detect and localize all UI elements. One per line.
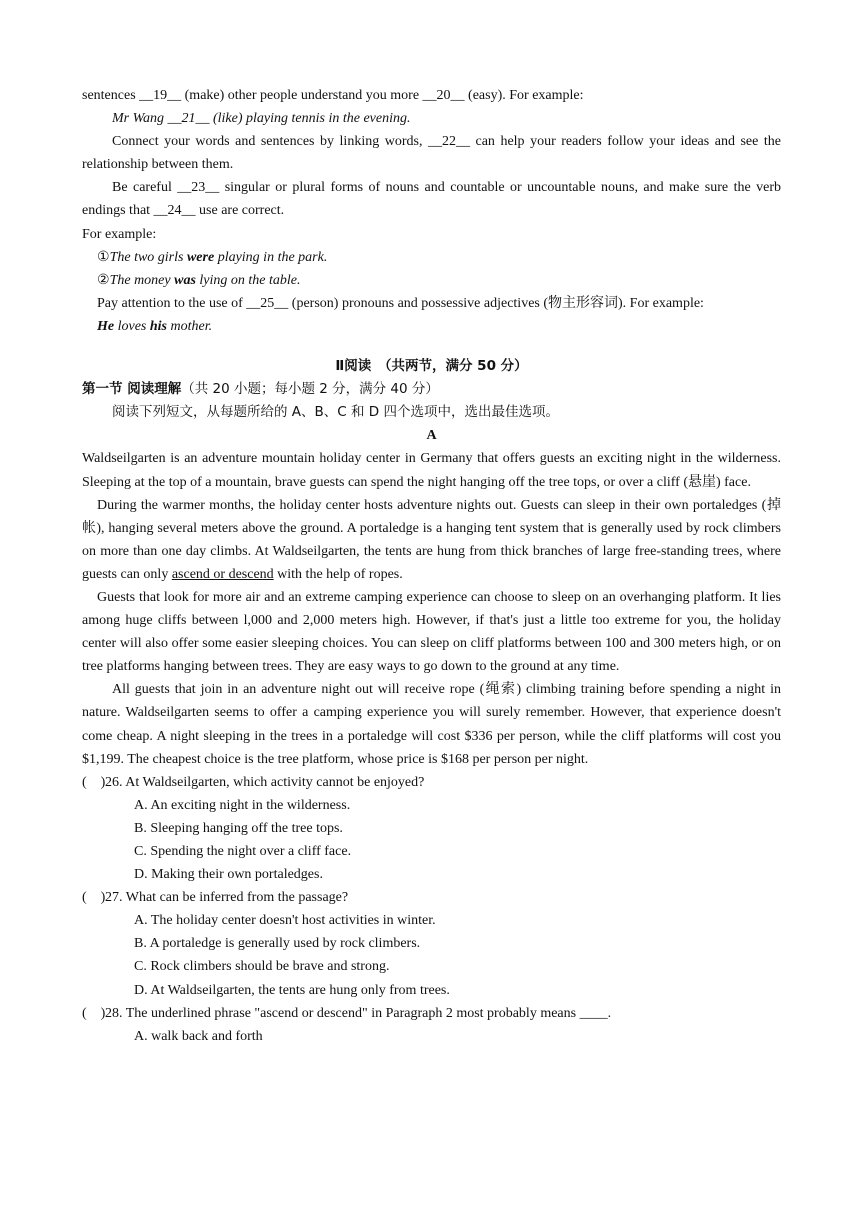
example-sentence-was — [82, 269, 781, 292]
part-label: 第一节 阅读理解 — [82, 381, 182, 398]
example-bold-word: was — [174, 272, 196, 288]
paragraph-text: with the help of ropes. — [273, 566, 403, 582]
answer-blank: ( ) — [82, 1005, 106, 1021]
example-sentence-21: Mr Wang __21__ (like) playing tennis in the evening. — [112, 111, 411, 127]
underlined-phrase: ascend or descend — [171, 566, 274, 582]
question-option: A. The holiday center doesn't host activities in winter. — [134, 913, 436, 929]
example-bold-word: his — [149, 318, 167, 334]
question-option: B. A portaledge is generally used by rock climbers. — [134, 936, 421, 952]
question-option: D. Making their own portaledges. — [134, 867, 323, 883]
answer-blank: ( ) — [82, 890, 106, 906]
part-info: （共 20 小题；每小题 2 分，满分 40 分） — [181, 381, 439, 398]
question-option: A. An exciting night in the wilderness. — [134, 797, 351, 813]
example-bold-word: were — [186, 249, 215, 265]
paragraph-pronouns: Pay attention to the use of __25__ (person) pronouns and possessive adjectives (物主形容词). For example: — [97, 295, 704, 311]
passage-paragraph-4: All guests that join in an adventure night out will receive rope (绳索) climbing training before spending a night in nature. Waldseilgarten seems to offer a camping experience you will surely remember. However, that experience doesn't come cheap. A night sleeping in the trees in a portaledge will cost $336 per person, while the cliff platforms will cost you $1,199. The cheapest choice is the tree platform, whose price is $168 per person per night. — [82, 682, 781, 767]
paragraph-be-careful: Be careful __23__ singular or plural forms of nouns and countable or uncountable nouns, and make sure the verb endings that __24__ use are correct. — [82, 180, 781, 219]
question-option: C. Spending the night over a cliff face. — [134, 844, 352, 859]
question-option: C. Rock climbers should be brave and strong. — [134, 959, 390, 975]
question-stem — [82, 1002, 781, 1025]
example-number: ① — [97, 249, 110, 265]
example-bold-word: He — [97, 318, 115, 334]
example-text-middle: loves — [114, 318, 150, 334]
part-heading — [82, 378, 781, 401]
passage-letter: A — [426, 428, 437, 444]
example-text-start: The money — [109, 272, 175, 288]
paragraph-linking-words: Connect your words and sentences by linking words, __22__ can help your readers follow your ideas and see the relationship between them. — [82, 134, 781, 173]
question-stem — [82, 886, 781, 909]
grammar-line-19-20: sentences __19__ (make) other people understand you more __20__ (easy). For example: — [82, 88, 584, 103]
question-text: 26. At Waldseilgarten, which activity cannot be enjoyed? — [105, 774, 425, 790]
paragraph-text: During the warmer months, the holiday center hosts adventure nights out. Guests can sleep in their own portaledges (掉帐), hanging several meters above the ground. A portaledge is a hanging tent system that is generally used by rock climbers on more than one day climbs. At Waldseilgarten, the tents are hung from thick branches of large free-standing trees, where guests can only — [82, 497, 781, 582]
question-stem — [82, 771, 781, 794]
example-sentence-his — [82, 315, 781, 338]
question-28 — [82, 1002, 781, 1048]
passage-paragraph-3: Guests that look for more air and an extreme camping experience can choose to sleep on an overhanging platform. It lies among huge cliffs between l,000 and 2,000 meters high. However, if that's just a little too extreme for you, the holiday center will also offer some easier sleeping choices. You can sleep on cliff platforms between 100 and 300 meters high, or on tree platforms hanging between trees. They are easy ways to go down to the ground at any time. — [82, 589, 781, 675]
example-sentence-were — [82, 246, 781, 269]
example-text-end: mother. — [167, 318, 213, 334]
example-text-start: The two girls — [109, 249, 187, 265]
example-text-end: playing in the park. — [214, 249, 328, 265]
instruction-text: 阅读下列短文，从每题所给的 A、B、C 和 D 四个选项中，选出最佳选项。 — [112, 404, 559, 421]
question-text: 28. The underlined phrase "ascend or descend" in Paragraph 2 most probably means ____. — [105, 1005, 612, 1021]
document-page — [82, 84, 781, 1048]
question-text: 27. What can be inferred from the passage? — [105, 890, 349, 906]
answer-blank: ( ) — [82, 774, 106, 790]
section-spacer — [82, 338, 781, 355]
for-example-label: For example: — [82, 226, 157, 242]
question-26 — [82, 771, 781, 886]
section-title: Ⅱ阅读 （共两节，满分 50 分） — [335, 358, 528, 375]
example-text-end: lying on the table. — [195, 272, 301, 288]
question-option: A. walk back and forth — [134, 1028, 263, 1044]
question-27 — [82, 886, 781, 1001]
question-option: D. At Waldseilgarten, the tents are hung only from trees. — [134, 982, 450, 998]
passage-paragraph-1: Waldseilgarten is an adventure mountain holiday center in Germany that offers guests an exciting night in the wilderness. Sleeping at the top of a mountain, brave guests can spend the night hanging off the tree tops, or over a cliff (悬崖) face. — [82, 451, 781, 490]
example-number: ② — [97, 272, 110, 288]
passage-paragraph-2 — [82, 494, 781, 586]
question-option: B. Sleeping hanging off the tree tops. — [134, 820, 343, 836]
